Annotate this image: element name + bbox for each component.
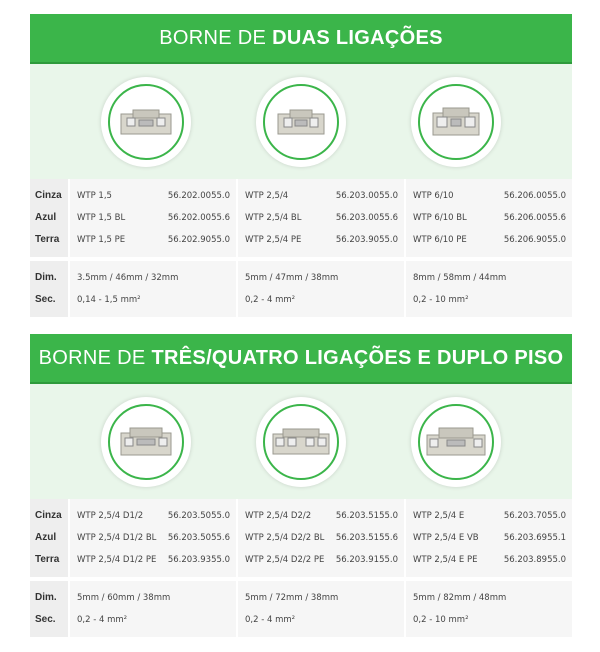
terminal-block-icon xyxy=(425,425,487,459)
table-row: WTP 6/10 PE 56.206.9055.0 xyxy=(413,235,566,245)
table-row: WTP 2,5/4 E PE 56.203.8955.0 xyxy=(413,555,566,565)
table-row: WTP 2,5/4 E 56.203.7055.0 xyxy=(413,511,566,521)
table-row: WTP 2,5/4 D2/2 56.203.5155.0 xyxy=(245,511,398,521)
row-label: Azul xyxy=(35,532,57,543)
table-row: WTP 1,5 56.202.0055.0 xyxy=(77,191,230,201)
table-row: WTP 1,5 BL 56.202.0055.6 xyxy=(77,213,230,223)
banner-title-bold: TRÊS/QUATRO LIGAÇÕES E DUPLO PISO xyxy=(151,346,564,369)
spec-table xyxy=(30,499,572,637)
product-column xyxy=(238,179,404,257)
table-row: WTP 2,5/4 56.203.0055.0 xyxy=(245,191,398,201)
table-row: WTP 2,5/4 D2/2 PE 56.203.9155.0 xyxy=(245,555,398,565)
section-value: 0,2 - 4 mm² xyxy=(245,295,296,305)
row-label: Terra xyxy=(35,554,60,565)
table-row: WTP 2,5/4 D1/2 BL 56.203.5055.6 xyxy=(77,533,230,543)
dimension-value: 8mm / 58mm / 44mm xyxy=(413,273,507,283)
banner-title-bold: DUAS LIGAÇÕES xyxy=(272,26,443,49)
banner-title-light: BORNE DE xyxy=(38,346,146,369)
spec-label-sec: Sec. xyxy=(35,614,56,625)
product-image xyxy=(256,77,346,167)
table-row: WTP 2,5/4 E VB 56.203.6955.1 xyxy=(413,533,566,543)
section-value: 0,14 - 1,5 mm² xyxy=(77,295,141,305)
table-row: WTP 1,5 PE 56.202.9055.0 xyxy=(77,235,230,245)
product-images xyxy=(30,384,572,499)
product-column xyxy=(70,179,236,257)
product-image xyxy=(411,77,501,167)
table-row: WTP 6/10 BL 56.206.0055.6 xyxy=(413,213,566,223)
section-value: 0,2 - 4 mm² xyxy=(77,615,128,625)
dimension-value: 5mm / 72mm / 38mm xyxy=(245,593,339,603)
terminal-block-icon xyxy=(429,105,483,139)
section-value: 0,2 - 4 mm² xyxy=(245,615,296,625)
banner-title-light: BORNE DE xyxy=(159,26,267,49)
table-row: WTP 2,5/4 D1/2 56.203.5055.0 xyxy=(77,511,230,521)
section-banner xyxy=(30,14,572,64)
dimension-value: 3.5mm / 46mm / 32mm xyxy=(77,273,179,283)
dimension-value: 5mm / 47mm / 38mm xyxy=(245,273,339,283)
row-label: Terra xyxy=(35,234,60,245)
spec-label-dim: Dim. xyxy=(35,272,57,283)
product-image xyxy=(411,397,501,487)
table-row: WTP 6/10 56.206.0055.0 xyxy=(413,191,566,201)
product-image xyxy=(101,77,191,167)
product-column xyxy=(70,499,236,577)
row-label: Cinza xyxy=(35,510,62,521)
spec-label-sec: Sec. xyxy=(35,294,56,305)
section-banner xyxy=(30,334,572,384)
row-label: Cinza xyxy=(35,190,62,201)
table-row: WTP 2,5/4 D1/2 PE 56.203.9355.0 xyxy=(77,555,230,565)
table-row: WTP 2,5/4 D2/2 BL 56.203.5155.6 xyxy=(245,533,398,543)
table-row: WTP 2,5/4 PE 56.203.9055.0 xyxy=(245,235,398,245)
terminal-block-icon xyxy=(274,106,328,138)
section-duas-ligacoes xyxy=(30,14,572,317)
section-tres-quatro-ligacoes xyxy=(30,334,572,637)
section-value: 0,2 - 10 mm² xyxy=(413,295,469,305)
product-column xyxy=(406,499,572,577)
row-label: Azul xyxy=(35,212,57,223)
terminal-block-icon xyxy=(118,425,174,459)
product-image xyxy=(256,397,346,487)
spec-label-dim: Dim. xyxy=(35,592,57,603)
terminal-block-icon xyxy=(119,106,173,138)
dimension-value: 5mm / 82mm / 48mm xyxy=(413,593,507,603)
product-image xyxy=(101,397,191,487)
product-column xyxy=(238,499,404,577)
terminal-block-icon xyxy=(271,425,331,459)
spec-table xyxy=(30,179,572,317)
section-value: 0,2 - 10 mm² xyxy=(413,615,469,625)
dimension-value: 5mm / 60mm / 38mm xyxy=(77,593,171,603)
product-images xyxy=(30,64,572,179)
product-column xyxy=(406,179,572,257)
table-row: WTP 2,5/4 BL 56.203.0055.6 xyxy=(245,213,398,223)
